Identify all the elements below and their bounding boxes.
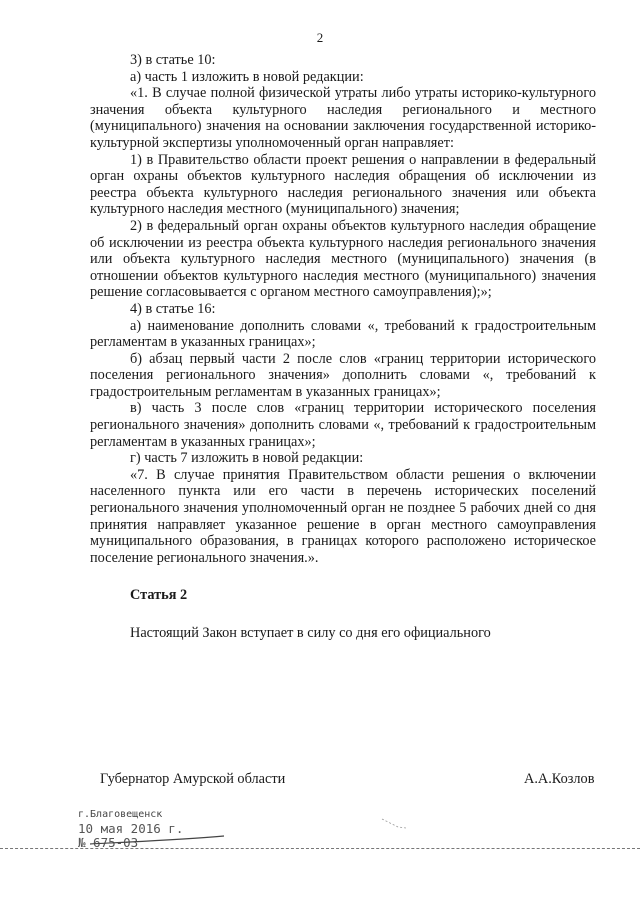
final-paragraph: Настоящий Закон вступает в силу со дня его официального bbox=[130, 625, 491, 641]
paragraph: «7. В случае принятия Правительством области решения о включении населенного пункта или его части в перечень исторических поселений регионального значения уполномоченный орган не позднее 5 рабочих дней со дня принятия направляет указанное решение в орган местного самоуправления муниципального образования, в границах которого расположено историческое поселение регионального значения.». bbox=[90, 466, 596, 566]
paragraph: 4) в статье 16: bbox=[130, 300, 216, 317]
stamp-number: № 675-03 bbox=[78, 835, 139, 850]
paragraph: г) часть 7 изложить в новой редакции: bbox=[130, 450, 364, 467]
paragraph: а) часть 1 изложить в новой редакции: bbox=[130, 68, 364, 85]
signature-name: А.А.Козлов bbox=[524, 771, 595, 787]
scan-mark bbox=[380, 815, 410, 831]
stamp-date: 10 мая 2016 г. bbox=[78, 821, 184, 836]
paragraph: 3) в статье 10: bbox=[130, 52, 216, 68]
paragraph: б) абзац первый части 2 после слов «границ территории исторического поселения регионального значения» дополнить словами «, требований к градостроительным регламентам в указанных границах»; bbox=[90, 350, 596, 400]
stamp-city: г.Благовещенск bbox=[78, 809, 163, 820]
page-number: 2 bbox=[316, 30, 324, 45]
article-heading: Статья 2 bbox=[130, 587, 188, 604]
paragraph: в) часть 3 после слов «границ территории исторического поселения регионального значения» дополнить словами «, требований к градостроительным регламентам в указанных границах»; bbox=[90, 400, 596, 450]
signature-title: Губернатор Амурской области bbox=[100, 771, 286, 787]
page-divider bbox=[0, 848, 640, 849]
paragraph: «1. В случае полной физической утраты либо утраты историко-культурного значения объекта культурного наследия регионального и местного (муниципального) значения на основании заключения государственной историко-культурной экспертизы уполномоченный орган направляет: bbox=[90, 85, 596, 151]
paragraph: а) наименование дополнить словами «, требований к градостроительным регламентам в указанных границах»; bbox=[90, 317, 596, 351]
handwritten-stroke bbox=[88, 834, 228, 848]
document-body bbox=[90, 52, 596, 642]
paragraph: 2) в федеральный орган охраны объектов культурного наследия обращение об исключении из реестра объекта культурного наследия регионального значения или объекта культурного наследия местного (муниципального) значения (в отношении объектов культурного наследия местного (муниципального) значения решение согласовывается с органом местного самоуправления);»; bbox=[90, 217, 596, 301]
paragraph: 1) в Правительство области проект решения о направлении в федеральный орган охраны объектов культурного наследия обращения об исключении из реестра объекта культурного наследия регионального значения или объекта культурного наследия местного (муниципального) значения; bbox=[90, 151, 596, 218]
